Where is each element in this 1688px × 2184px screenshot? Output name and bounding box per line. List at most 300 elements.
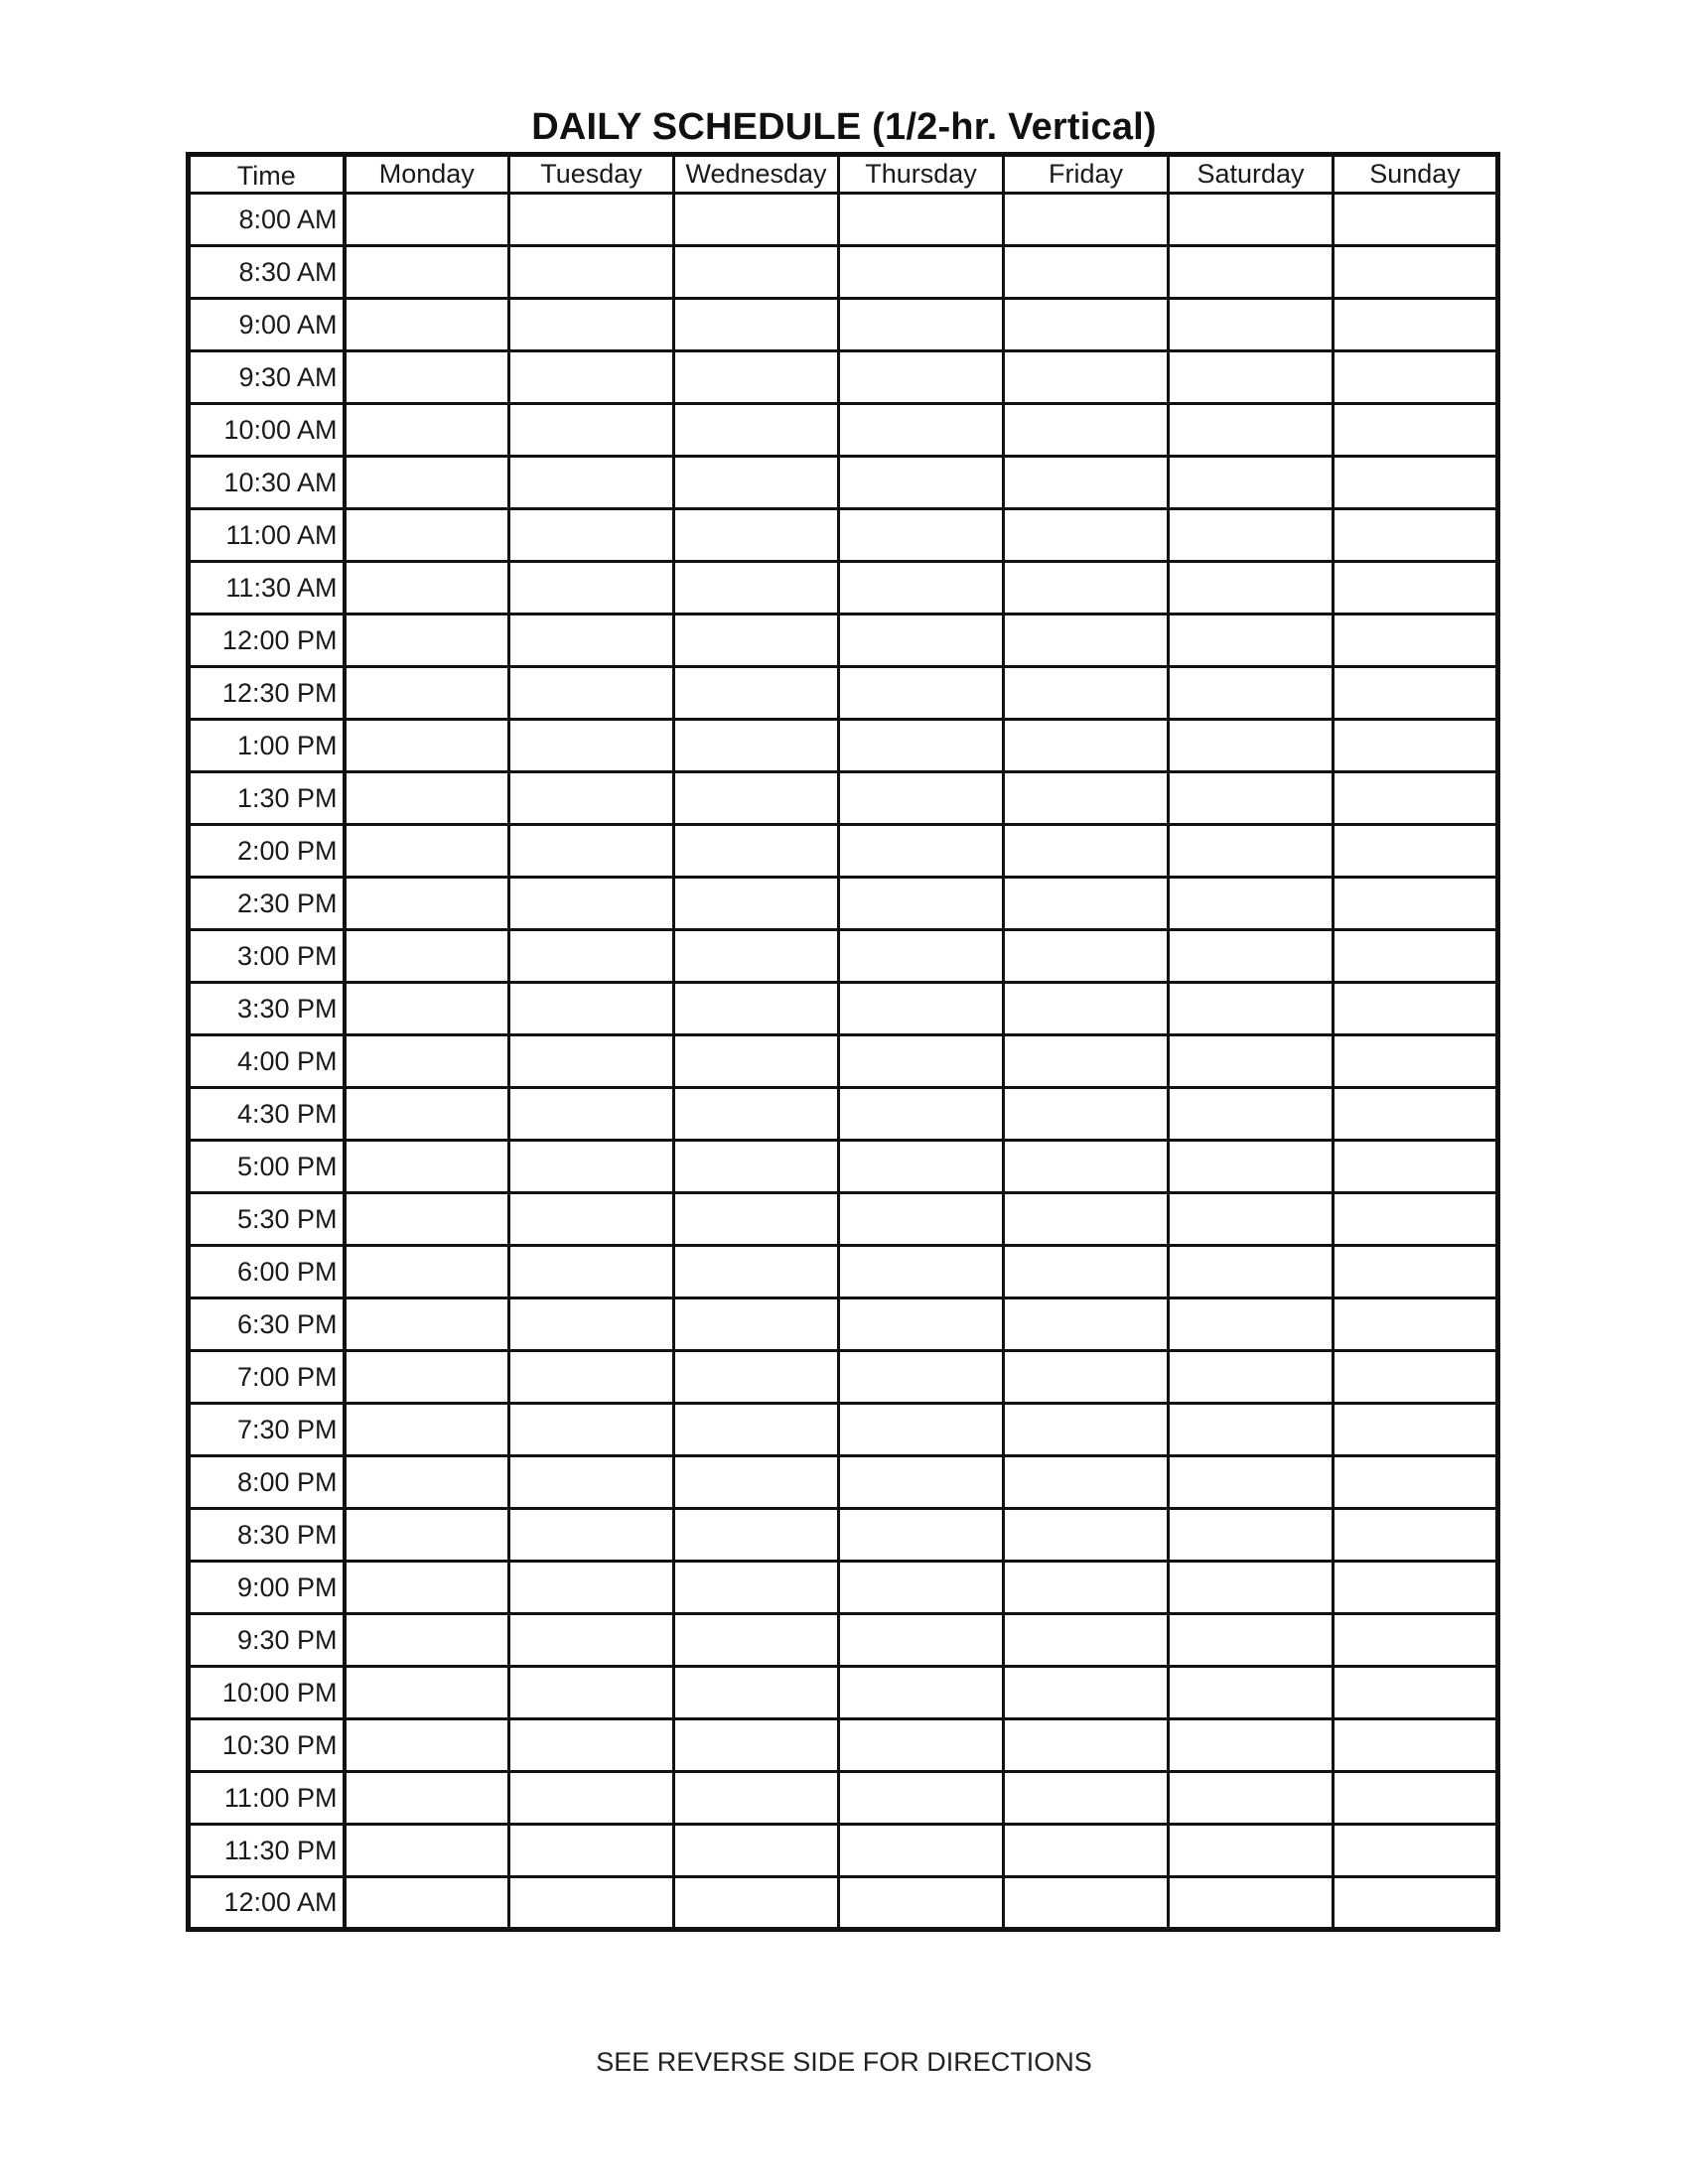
time-label: 6:30 PM (189, 1298, 345, 1351)
schedule-slot-tuesday[interactable] (509, 1141, 674, 1193)
table-row (189, 878, 1498, 930)
table-row (189, 1562, 1498, 1614)
time-label: 1:00 PM (189, 720, 345, 772)
schedule-slot-saturday[interactable] (1169, 1614, 1334, 1667)
schedule-slot-monday[interactable] (345, 1351, 509, 1404)
schedule-slot-tuesday[interactable] (509, 1035, 674, 1088)
schedule-slot-thursday[interactable] (839, 772, 1004, 825)
schedule-slot-wednesday[interactable] (674, 509, 839, 562)
schedule-slot-friday[interactable] (1004, 825, 1169, 878)
schedule-slot-friday[interactable] (1004, 772, 1169, 825)
table-row (189, 983, 1498, 1035)
schedule-slot-tuesday[interactable] (509, 1772, 674, 1825)
table-row (189, 246, 1498, 299)
schedule-slot-sunday[interactable] (1334, 878, 1498, 930)
schedule-slot-thursday[interactable] (839, 1667, 1004, 1719)
schedule-slot-wednesday[interactable] (674, 1088, 839, 1141)
schedule-slot-wednesday[interactable] (674, 1246, 839, 1298)
schedule-slot-wednesday[interactable] (674, 1877, 839, 1930)
schedule-slot-sunday[interactable] (1334, 1141, 1498, 1193)
schedule-slot-saturday[interactable] (1169, 1035, 1334, 1088)
schedule-slot-sunday[interactable] (1334, 1246, 1498, 1298)
schedule-slot-monday[interactable] (345, 825, 509, 878)
time-label: 8:30 PM (189, 1509, 345, 1562)
schedule-slot-saturday[interactable] (1169, 772, 1334, 825)
time-label: 6:00 PM (189, 1246, 345, 1298)
table-row (189, 1772, 1498, 1825)
schedule-slot-thursday[interactable] (839, 667, 1004, 720)
schedule-slot-thursday[interactable] (839, 1614, 1004, 1667)
table-row (189, 1877, 1498, 1930)
schedule-slot-tuesday[interactable] (509, 1193, 674, 1246)
time-label: 5:30 PM (189, 1193, 345, 1246)
schedule-slot-monday[interactable] (345, 720, 509, 772)
schedule-slot-thursday[interactable] (839, 351, 1004, 404)
schedule-slot-wednesday[interactable] (674, 1825, 839, 1877)
schedule-slot-monday[interactable] (345, 246, 509, 299)
schedule-slot-friday[interactable] (1004, 1614, 1169, 1667)
time-label: 7:00 PM (189, 1351, 345, 1404)
time-label: 11:30 PM (189, 1825, 345, 1877)
schedule-slot-thursday[interactable] (839, 878, 1004, 930)
table-row (189, 1614, 1498, 1667)
schedule-slot-monday[interactable] (345, 1509, 509, 1562)
schedule-slot-saturday[interactable] (1169, 983, 1334, 1035)
schedule-slot-monday[interactable] (345, 1035, 509, 1088)
schedule-slot-friday[interactable] (1004, 457, 1169, 509)
schedule-slot-tuesday[interactable] (509, 1298, 674, 1351)
schedule-slot-thursday[interactable] (839, 1193, 1004, 1246)
schedule-slot-monday[interactable] (345, 1667, 509, 1719)
schedule-slot-sunday[interactable] (1334, 1088, 1498, 1141)
schedule-slot-thursday[interactable] (839, 1509, 1004, 1562)
schedule-slot-saturday[interactable] (1169, 1298, 1334, 1351)
schedule-slot-friday[interactable] (1004, 1035, 1169, 1088)
schedule-slot-monday[interactable] (345, 1404, 509, 1456)
schedule-slot-friday[interactable] (1004, 299, 1169, 351)
schedule-slot-tuesday[interactable] (509, 930, 674, 983)
table-row (189, 1509, 1498, 1562)
schedule-body (189, 194, 1498, 1930)
schedule-slot-sunday[interactable] (1334, 772, 1498, 825)
time-label: 2:00 PM (189, 825, 345, 878)
schedule-slot-sunday[interactable] (1334, 246, 1498, 299)
time-label: 4:30 PM (189, 1088, 345, 1141)
table-row (189, 509, 1498, 562)
schedule-slot-friday[interactable] (1004, 1667, 1169, 1719)
schedule-slot-tuesday[interactable] (509, 772, 674, 825)
table-row (189, 1456, 1498, 1509)
schedule-slot-sunday[interactable] (1334, 194, 1498, 246)
schedule-slot-tuesday[interactable] (509, 1562, 674, 1614)
schedule-slot-monday[interactable] (345, 1298, 509, 1351)
time-label: 12:00 AM (189, 1877, 345, 1930)
time-label: 11:30 AM (189, 562, 345, 614)
schedule-slot-wednesday[interactable] (674, 194, 839, 246)
schedule-slot-monday[interactable] (345, 1614, 509, 1667)
schedule-slot-sunday[interactable] (1334, 1877, 1498, 1930)
table-row (189, 1825, 1498, 1877)
schedule-slot-tuesday[interactable] (509, 983, 674, 1035)
schedule-slot-thursday[interactable] (839, 1404, 1004, 1456)
schedule-slot-thursday[interactable] (839, 1351, 1004, 1404)
schedule-slot-wednesday[interactable] (674, 878, 839, 930)
schedule-slot-saturday[interactable] (1169, 1825, 1334, 1877)
schedule-slot-sunday[interactable] (1334, 667, 1498, 720)
schedule-slot-tuesday[interactable] (509, 1614, 674, 1667)
schedule-slot-saturday[interactable] (1169, 614, 1334, 667)
table-row (189, 1719, 1498, 1772)
schedule-slot-friday[interactable] (1004, 720, 1169, 772)
time-label: 2:30 PM (189, 878, 345, 930)
schedule-slot-tuesday[interactable] (509, 1509, 674, 1562)
schedule-slot-tuesday[interactable] (509, 194, 674, 246)
schedule-slot-saturday[interactable] (1169, 246, 1334, 299)
time-label: 11:00 AM (189, 509, 345, 562)
schedule-slot-monday[interactable] (345, 1825, 509, 1877)
schedule-slot-saturday[interactable] (1169, 194, 1334, 246)
schedule-slot-thursday[interactable] (839, 983, 1004, 1035)
schedule-slot-thursday[interactable] (839, 404, 1004, 457)
schedule-slot-thursday[interactable] (839, 1035, 1004, 1088)
schedule-slot-monday[interactable] (345, 194, 509, 246)
day-header-saturday: Saturday (1169, 155, 1334, 194)
schedule-table (186, 152, 1500, 1932)
schedule-slot-wednesday[interactable] (674, 1614, 839, 1667)
schedule-slot-saturday[interactable] (1169, 825, 1334, 878)
schedule-slot-tuesday[interactable] (509, 1404, 674, 1456)
schedule-slot-wednesday[interactable] (674, 825, 839, 878)
time-label: 3:00 PM (189, 930, 345, 983)
schedule-slot-monday[interactable] (345, 1193, 509, 1246)
schedule-slot-wednesday[interactable] (674, 299, 839, 351)
schedule-slot-wednesday[interactable] (674, 1351, 839, 1404)
time-label: 5:00 PM (189, 1141, 345, 1193)
schedule-slot-thursday[interactable] (839, 1825, 1004, 1877)
time-label: 11:00 PM (189, 1772, 345, 1825)
time-label: 9:30 PM (189, 1614, 345, 1667)
schedule-slot-sunday[interactable] (1334, 1562, 1498, 1614)
schedule-slot-tuesday[interactable] (509, 351, 674, 404)
schedule-slot-sunday[interactable] (1334, 457, 1498, 509)
schedule-slot-wednesday[interactable] (674, 351, 839, 404)
time-label: 10:00 AM (189, 404, 345, 457)
schedule-slot-sunday[interactable] (1334, 404, 1498, 457)
schedule-slot-saturday[interactable] (1169, 667, 1334, 720)
schedule-slot-sunday[interactable] (1334, 930, 1498, 983)
schedule-slot-friday[interactable] (1004, 1509, 1169, 1562)
time-label: 3:30 PM (189, 983, 345, 1035)
table-row (189, 1141, 1498, 1193)
schedule-slot-friday[interactable] (1004, 1825, 1169, 1877)
schedule-slot-saturday[interactable] (1169, 1719, 1334, 1772)
schedule-slot-wednesday[interactable] (674, 1562, 839, 1614)
schedule-slot-monday[interactable] (345, 1877, 509, 1930)
schedule-slot-thursday[interactable] (839, 457, 1004, 509)
time-label: 10:30 AM (189, 457, 345, 509)
schedule-slot-sunday[interactable] (1334, 1614, 1498, 1667)
schedule-slot-thursday[interactable] (839, 1719, 1004, 1772)
time-label: 10:00 PM (189, 1667, 345, 1719)
schedule-slot-sunday[interactable] (1334, 1509, 1498, 1562)
schedule-slot-thursday[interactable] (839, 1088, 1004, 1141)
schedule-slot-friday[interactable] (1004, 1456, 1169, 1509)
schedule-slot-wednesday[interactable] (674, 667, 839, 720)
table-row (189, 457, 1498, 509)
schedule-slot-friday[interactable] (1004, 1877, 1169, 1930)
schedule-slot-sunday[interactable] (1334, 1825, 1498, 1877)
table-row (189, 194, 1498, 246)
schedule-slot-wednesday[interactable] (674, 720, 839, 772)
schedule-slot-friday[interactable] (1004, 983, 1169, 1035)
time-label: 7:30 PM (189, 1404, 345, 1456)
schedule-slot-saturday[interactable] (1169, 509, 1334, 562)
schedule-slot-tuesday[interactable] (509, 1877, 674, 1930)
schedule-slot-thursday[interactable] (839, 930, 1004, 983)
schedule-slot-sunday[interactable] (1334, 562, 1498, 614)
schedule-slot-friday[interactable] (1004, 1298, 1169, 1351)
schedule-slot-thursday[interactable] (839, 562, 1004, 614)
schedule-slot-friday[interactable] (1004, 1141, 1169, 1193)
schedule-slot-tuesday[interactable] (509, 246, 674, 299)
schedule-slot-saturday[interactable] (1169, 1351, 1334, 1404)
schedule-slot-sunday[interactable] (1334, 1193, 1498, 1246)
schedule-slot-saturday[interactable] (1169, 1456, 1334, 1509)
time-label: 8:00 PM (189, 1456, 345, 1509)
schedule-slot-tuesday[interactable] (509, 1088, 674, 1141)
schedule-slot-sunday[interactable] (1334, 1298, 1498, 1351)
schedule-slot-friday[interactable] (1004, 1351, 1169, 1404)
schedule-slot-sunday[interactable] (1334, 351, 1498, 404)
table-row (189, 720, 1498, 772)
schedule-slot-wednesday[interactable] (674, 1141, 839, 1193)
schedule-slot-wednesday[interactable] (674, 1035, 839, 1088)
schedule-slot-sunday[interactable] (1334, 299, 1498, 351)
schedule-slot-monday[interactable] (345, 404, 509, 457)
schedule-slot-wednesday[interactable] (674, 983, 839, 1035)
schedule-slot-saturday[interactable] (1169, 878, 1334, 930)
schedule-slot-friday[interactable] (1004, 1772, 1169, 1825)
schedule-slot-wednesday[interactable] (674, 1719, 839, 1772)
schedule-slot-thursday[interactable] (839, 509, 1004, 562)
schedule-slot-monday[interactable] (345, 930, 509, 983)
schedule-slot-wednesday[interactable] (674, 1772, 839, 1825)
schedule-slot-sunday[interactable] (1334, 1456, 1498, 1509)
schedule-slot-monday[interactable] (345, 1088, 509, 1141)
schedule-slot-friday[interactable] (1004, 1193, 1169, 1246)
schedule-slot-saturday[interactable] (1169, 1246, 1334, 1298)
schedule-slot-tuesday[interactable] (509, 614, 674, 667)
schedule-slot-monday[interactable] (345, 614, 509, 667)
table-row (189, 299, 1498, 351)
schedule-slot-monday[interactable] (345, 1456, 509, 1509)
schedule-slot-tuesday[interactable] (509, 667, 674, 720)
time-label: 9:30 AM (189, 351, 345, 404)
schedule-slot-tuesday[interactable] (509, 457, 674, 509)
schedule-slot-friday[interactable] (1004, 246, 1169, 299)
time-label: 12:00 PM (189, 614, 345, 667)
time-label: 1:30 PM (189, 772, 345, 825)
schedule-slot-thursday[interactable] (839, 1772, 1004, 1825)
schedule-slot-monday[interactable] (345, 772, 509, 825)
schedule-slot-monday[interactable] (345, 1246, 509, 1298)
schedule-slot-wednesday[interactable] (674, 1667, 839, 1719)
table-row (189, 667, 1498, 720)
schedule-slot-tuesday[interactable] (509, 1719, 674, 1772)
schedule-slot-friday[interactable] (1004, 1562, 1169, 1614)
time-label: 4:00 PM (189, 1035, 345, 1088)
schedule-slot-saturday[interactable] (1169, 930, 1334, 983)
schedule-slot-tuesday[interactable] (509, 404, 674, 457)
table-row (189, 614, 1498, 667)
schedule-slot-saturday[interactable] (1169, 1141, 1334, 1193)
schedule-slot-wednesday[interactable] (674, 1456, 839, 1509)
schedule-slot-thursday[interactable] (839, 194, 1004, 246)
schedule-slot-friday[interactable] (1004, 1404, 1169, 1456)
schedule-slot-monday[interactable] (345, 299, 509, 351)
schedule-slot-saturday[interactable] (1169, 299, 1334, 351)
schedule-slot-wednesday[interactable] (674, 1193, 839, 1246)
schedule-slot-thursday[interactable] (839, 1877, 1004, 1930)
schedule-slot-monday[interactable] (345, 1562, 509, 1614)
schedule-slot-saturday[interactable] (1169, 457, 1334, 509)
table-row (189, 404, 1498, 457)
day-header-wednesday: Wednesday (674, 155, 839, 194)
schedule-slot-thursday[interactable] (839, 1562, 1004, 1614)
table-row (189, 562, 1498, 614)
time-label: 12:30 PM (189, 667, 345, 720)
schedule-slot-wednesday[interactable] (674, 457, 839, 509)
schedule-slot-tuesday[interactable] (509, 825, 674, 878)
schedule-slot-sunday[interactable] (1334, 1351, 1498, 1404)
schedule-slot-friday[interactable] (1004, 1719, 1169, 1772)
schedule-slot-friday[interactable] (1004, 878, 1169, 930)
time-label: 8:30 AM (189, 246, 345, 299)
time-column-header: Time (189, 155, 345, 194)
schedule-slot-sunday[interactable] (1334, 983, 1498, 1035)
schedule-slot-friday[interactable] (1004, 509, 1169, 562)
schedule-slot-sunday[interactable] (1334, 825, 1498, 878)
schedule-slot-friday[interactable] (1004, 930, 1169, 983)
schedule-slot-tuesday[interactable] (509, 1456, 674, 1509)
table-row (189, 930, 1498, 983)
schedule-slot-monday[interactable] (345, 878, 509, 930)
schedule-slot-saturday[interactable] (1169, 1667, 1334, 1719)
schedule-slot-tuesday[interactable] (509, 562, 674, 614)
schedule-slot-sunday[interactable] (1334, 1719, 1498, 1772)
schedule-slot-saturday[interactable] (1169, 1404, 1334, 1456)
schedule-slot-monday[interactable] (345, 509, 509, 562)
table-row (189, 1351, 1498, 1404)
schedule-slot-saturday[interactable] (1169, 1562, 1334, 1614)
schedule-slot-thursday[interactable] (839, 720, 1004, 772)
schedule-slot-tuesday[interactable] (509, 720, 674, 772)
schedule-slot-saturday[interactable] (1169, 1088, 1334, 1141)
schedule-slot-wednesday[interactable] (674, 614, 839, 667)
schedule-slot-monday[interactable] (345, 457, 509, 509)
day-header-tuesday: Tuesday (509, 155, 674, 194)
schedule-slot-monday[interactable] (345, 562, 509, 614)
schedule-slot-sunday[interactable] (1334, 1035, 1498, 1088)
schedule-slot-thursday[interactable] (839, 1298, 1004, 1351)
schedule-slot-thursday[interactable] (839, 1456, 1004, 1509)
table-row (189, 825, 1498, 878)
schedule-slot-thursday[interactable] (839, 614, 1004, 667)
table-row (189, 1404, 1498, 1456)
schedule-slot-friday[interactable] (1004, 667, 1169, 720)
schedule-slot-sunday[interactable] (1334, 509, 1498, 562)
schedule-slot-monday[interactable] (345, 351, 509, 404)
schedule-slot-saturday[interactable] (1169, 1772, 1334, 1825)
schedule-slot-thursday[interactable] (839, 1141, 1004, 1193)
schedule-slot-wednesday[interactable] (674, 930, 839, 983)
schedule-slot-sunday[interactable] (1334, 1772, 1498, 1825)
schedule-slot-monday[interactable] (345, 1141, 509, 1193)
schedule-slot-friday[interactable] (1004, 1088, 1169, 1141)
schedule-slot-friday[interactable] (1004, 562, 1169, 614)
schedule-slot-saturday[interactable] (1169, 351, 1334, 404)
footer-note: SEE REVERSE SIDE FOR DIRECTIONS (596, 2047, 1092, 2077)
schedule-slot-wednesday[interactable] (674, 246, 839, 299)
header-row (189, 155, 1498, 194)
schedule-slot-sunday[interactable] (1334, 1667, 1498, 1719)
schedule-slot-monday[interactable] (345, 983, 509, 1035)
schedule-slot-monday[interactable] (345, 1719, 509, 1772)
schedule-slot-wednesday[interactable] (674, 562, 839, 614)
schedule-slot-wednesday[interactable] (674, 1404, 839, 1456)
schedule-slot-wednesday[interactable] (674, 404, 839, 457)
schedule-slot-thursday[interactable] (839, 299, 1004, 351)
schedule-slot-thursday[interactable] (839, 246, 1004, 299)
schedule-slot-thursday[interactable] (839, 825, 1004, 878)
schedule-slot-tuesday[interactable] (509, 1351, 674, 1404)
schedule-slot-thursday[interactable] (839, 1246, 1004, 1298)
schedule-slot-monday[interactable] (345, 667, 509, 720)
schedule-slot-tuesday[interactable] (509, 509, 674, 562)
schedule-slot-wednesday[interactable] (674, 772, 839, 825)
schedule-slot-saturday[interactable] (1169, 720, 1334, 772)
schedule-slot-tuesday[interactable] (509, 878, 674, 930)
schedule-slot-tuesday[interactable] (509, 1246, 674, 1298)
schedule-slot-friday[interactable] (1004, 351, 1169, 404)
day-header-sunday: Sunday (1334, 155, 1498, 194)
schedule-slot-tuesday[interactable] (509, 299, 674, 351)
schedule-slot-saturday[interactable] (1169, 1193, 1334, 1246)
schedule-slot-sunday[interactable] (1334, 1404, 1498, 1456)
table-row (189, 1246, 1498, 1298)
schedule-slot-wednesday[interactable] (674, 1298, 839, 1351)
schedule-slot-sunday[interactable] (1334, 720, 1498, 772)
time-label: 8:00 AM (189, 194, 345, 246)
schedule-slot-friday[interactable] (1004, 1246, 1169, 1298)
schedule-slot-tuesday[interactable] (509, 1825, 674, 1877)
schedule-slot-saturday[interactable] (1169, 404, 1334, 457)
schedule-slot-friday[interactable] (1004, 194, 1169, 246)
time-label: 9:00 PM (189, 1562, 345, 1614)
table-row (189, 351, 1498, 404)
schedule-slot-tuesday[interactable] (509, 1667, 674, 1719)
day-header-friday: Friday (1004, 155, 1169, 194)
schedule-slot-wednesday[interactable] (674, 1509, 839, 1562)
schedule-slot-sunday[interactable] (1334, 614, 1498, 667)
schedule-slot-monday[interactable] (345, 1772, 509, 1825)
schedule-slot-saturday[interactable] (1169, 1509, 1334, 1562)
schedule-slot-saturday[interactable] (1169, 562, 1334, 614)
schedule-slot-friday[interactable] (1004, 404, 1169, 457)
table-row (189, 1667, 1498, 1719)
schedule-slot-friday[interactable] (1004, 614, 1169, 667)
schedule-slot-saturday[interactable] (1169, 1877, 1334, 1930)
